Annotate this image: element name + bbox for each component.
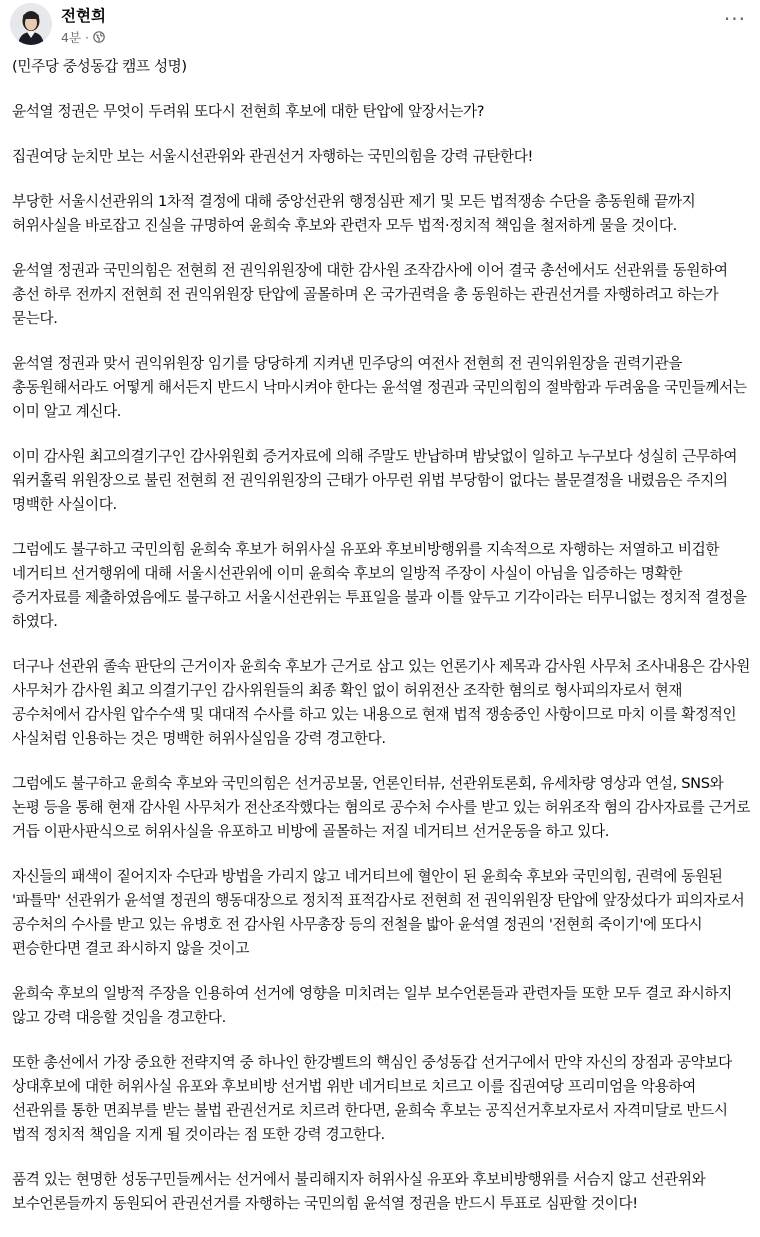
post-text-line: 네거티브 선거행위에 대해 서울시선관위에 이미 윤희숙 후보의 일방적 주장이 사실이 아님을 입증하는 명확한 xyxy=(12,565,683,582)
post-text-line: 또한 총선에서 가장 중요한 전략지역 중 하나인 한강벨트의 핵심인 중성동갑 선거구에서 만약 자신의 장점과 공약보다 xyxy=(12,1054,732,1071)
post-text-line: 선관위를 통한 면죄부를 받는 불법 관권선거로 치르려 한다면, 윤희숙 후보는 공직선거후보자로서 자격미달로 반드시 xyxy=(12,1102,728,1119)
post-text-line: 공수처의 수사를 받고 있는 유병호 전 감사원 사무총장 등의 전철을 밟아 윤석열 정권의 '전현희 죽이기'에 또다시 xyxy=(12,916,703,933)
post-meta xyxy=(61,28,105,46)
post-text-line: 그럼에도 불구하고 윤희숙 후보와 국민의힘은 선거공보물, 언론인터뷰, 선관위토론회, 유세차량 영상과 연설, SNS와 xyxy=(12,775,724,792)
post-text-line: 거듭 이판사판식으로 허위사실을 유포하고 비방에 골몰하는 저질 네거티브 선거운동을 하고 있다. xyxy=(12,823,610,840)
post-text-line: 명백한 사실이다. xyxy=(12,496,117,513)
post-text-line: 허위사실을 바로잡고 진실을 규명하여 윤희숙 후보와 관련자 모두 법적·정치적 책임을 철저하게 물을 것이다. xyxy=(12,217,677,234)
post-paragraph xyxy=(12,1168,752,1216)
post-text-line: 더구나 선관위 졸속 판단의 근거이자 윤희숙 후보가 근거로 삼고 있는 언론기사 제목과 감사원 사무처 조사내용은 감사원 xyxy=(12,658,750,675)
post-text-line: 묻는다. xyxy=(12,310,58,327)
post-text-line: 워커홀릭 위원장으로 불린 전현희 전 권익위원장의 근태가 아무런 위법 부당함이 없다는 불문결정을 내렸음은 주지의 xyxy=(12,472,728,489)
post-paragraph xyxy=(12,55,752,79)
post-text-line: 그럼에도 불구하고 국민의힘 윤희숙 후보가 허위사실 유포와 후보비방행위를 지속적으로 자행하는 저열하고 비겁한 xyxy=(12,541,720,558)
post-text-line: 이미 알고 계신다. xyxy=(12,403,122,420)
post-text-line: 증거자료를 제출하였음에도 불구하고 서울시선관위는 투표일을 불과 이틀 앞두고 기각이라는 터무니없는 정치적 결정을 xyxy=(12,589,747,606)
post-text-line: 집권여당 눈치만 보는 서울시선관위와 관권선거 자행하는 국민의힘을 강력 규탄한다! xyxy=(12,148,533,165)
post-text-line: 품격 있는 현명한 성동구민들께서는 선거에서 불리해지자 허위사실 유포와 후보비방행위를 서슴지 않고 선관위와 xyxy=(12,1171,706,1188)
author-name[interactable]: 전현희 xyxy=(61,7,106,25)
post-text-line: (민주당 중성동갑 캠프 성명) xyxy=(12,58,187,75)
post-text-line: 부당한 서울시선관위의 1차적 결정에 대해 중앙선관위 행정심판 제기 및 모든 법적쟁송 수단을 총동원해 끝까지 xyxy=(12,193,696,210)
post-text-line: 사실처럼 인용하는 것은 명백한 허위사실임을 강력 경고한다. xyxy=(12,730,386,747)
post-text-line: 윤희숙 후보의 일방적 주장을 인용하여 선거에 영향을 미치려는 일부 보수언론들과 관련자들 또한 모두 결코 좌시하지 xyxy=(12,985,732,1002)
post-paragraph xyxy=(12,259,752,331)
post-paragraph xyxy=(12,865,752,961)
post-text-line: 상대후보에 대한 허위사실 유포와 후보비방 선거법 위반 네거티브로 치르고 이를 집권여당 프리미엄을 악용하여 xyxy=(12,1078,696,1095)
post-text-line: 이미 감사원 최고의결기구인 감사위원회 증거자료에 의해 주말도 반납하며 밤낮없이 일하고 누구보다 성실히 근무하여 xyxy=(12,448,738,465)
post-text-line: 편승한다면 결코 좌시하지 않을 것이고 xyxy=(12,940,250,957)
post-paragraph xyxy=(12,538,752,634)
avatar[interactable] xyxy=(10,3,52,45)
post-paragraph xyxy=(12,772,752,844)
post-text-line: 보수언론들까지 동원되어 관권선거를 자행하는 국민의힘 윤석열 정권을 반드시 투표로 심판할 것이다! xyxy=(12,1195,638,1212)
post-text-line: 하였다. xyxy=(12,613,58,630)
post-paragraph xyxy=(12,1051,752,1147)
post-paragraph xyxy=(12,445,752,517)
post-paragraph xyxy=(12,352,752,424)
post-text-line: 사무처가 감사원 최고 의결기구인 감사위원들의 최종 확인 없이 허위전산 조작한 혐의로 형사피의자로서 현재 xyxy=(12,682,683,699)
post-header xyxy=(0,0,760,50)
post-text-line: 윤석열 정권과 국민의힘은 전현희 전 권익위원장에 대한 감사원 조작감사에 이어 결국 총선에서도 선관위를 동원하여 xyxy=(12,262,728,279)
post-body xyxy=(12,55,752,1237)
post-paragraph xyxy=(12,145,752,169)
post-text-line: 윤석열 정권은 무엇이 두려워 또다시 전현희 후보에 대한 탄압에 앞장서는가? xyxy=(12,103,485,120)
post-paragraph xyxy=(12,982,752,1030)
more-options-icon[interactable]: ··· xyxy=(723,7,746,31)
post-text-line: 총선 하루 전까지 전현희 전 권익위원장 탄압에 골몰하며 온 국가권력을 총 동원하는 관권선거를 자행하려고 하는가 xyxy=(12,286,719,303)
post-paragraph xyxy=(12,190,752,238)
post-time[interactable]: 4분 xyxy=(61,30,82,45)
post-text-line: 않고 강력 대응할 것임을 경고한다. xyxy=(12,1009,226,1026)
post-text-line: 총동원해서라도 어떻게 해서든지 반드시 낙마시켜야 한다는 윤석열 정권과 국민의힘의 절박함과 두려움을 국민들께서는 xyxy=(12,379,747,396)
post-text-line: 윤석열 정권과 맞서 권익위원장 임기를 당당하게 지켜낸 민주당의 여전사 전현희 전 권익위원장을 권력기관을 xyxy=(12,355,683,372)
meta-separator: · xyxy=(85,29,90,45)
post-text-line: '파틀막' 선관위가 윤석열 정권의 행동대장으로 정치적 표적감사로 전현희 전 권익위원장 탄압에 앞장섰다가 피의자로서 xyxy=(12,892,745,909)
avatar-photo xyxy=(10,3,52,45)
post-paragraph xyxy=(12,100,752,124)
post-paragraph xyxy=(12,655,752,751)
post-text-line: 자신들의 패색이 짙어지자 수단과 방법을 가리지 않고 네거티브에 혈안이 된 윤희숙 후보와 국민의힘, 권력에 동원된 xyxy=(12,868,723,885)
post-text-line: 논평 등을 통해 현재 감사원 사무처가 전산조작했다는 혐의로 공수처 수사를 받고 있는 허위조작 혐의 감사자료를 근거로 xyxy=(12,799,750,816)
post-text-line: 법적 정치적 책임을 지게 될 것이라는 점 또한 강력 경고한다. xyxy=(12,1126,385,1143)
globe-icon xyxy=(93,31,105,43)
post-text-line: 공수처에서 감사원 압수수색 및 대대적 수사를 하고 있는 내용으로 현재 법적 쟁송중인 사항이므로 마치 이를 확정적인 xyxy=(12,706,737,723)
